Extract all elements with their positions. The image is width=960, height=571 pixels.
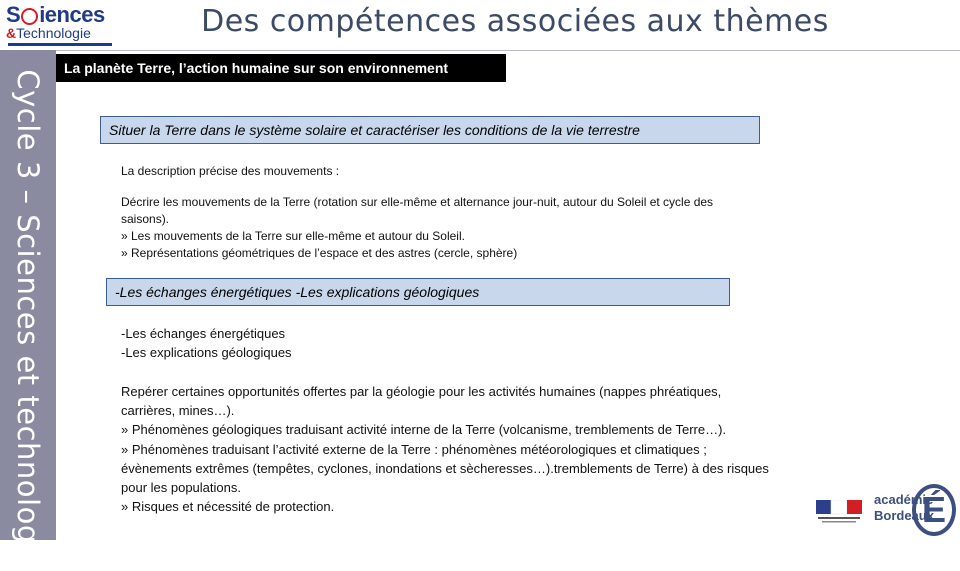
section1-line: saisons).: [121, 212, 170, 226]
section2-list-item: -Les échanges énergétiques: [121, 326, 286, 341]
title-divider: [0, 50, 960, 51]
academie-e-icon: É: [912, 484, 956, 536]
academie-bordeaux-logo: [874, 478, 960, 540]
logo-underline: [8, 43, 112, 46]
section2-list-item: -Les explications géologiques: [121, 345, 292, 360]
sidebar-band: [0, 50, 56, 571]
section2-line: Repérer certaines opportunités offertes par la géologie pour les activités humaines (nappes phréatiques,: [121, 384, 722, 399]
theme-label: La planète Terre, l’action humaine sur son environnement: [56, 54, 506, 82]
logo-ampersand: &: [6, 25, 17, 41]
academie-label: académie: [874, 492, 934, 507]
section2-paragraph: [121, 382, 881, 516]
sciences-technologie-logo: [2, 0, 114, 48]
section2-heading: -Les échanges énergétiques -Les explications géologiques: [106, 278, 730, 306]
logo-ring-icon: [21, 8, 38, 25]
section1-line: Décrire les mouvements de la Terre (rotation sur elle-même et alternance jour-nuit, autour du Soleil et cycle des: [121, 195, 714, 209]
section2-line: évènements extrêmes (tempêtes, cyclones, inondations et sècheresses…).tremblements de Terre) à des risques: [121, 460, 769, 476]
section1-subheading: La description précise des mouvements :: [121, 164, 340, 178]
section1-line: » Les mouvements de la Terre sur elle-même et autour du Soleil.: [121, 229, 465, 243]
logo-sciences: iences: [39, 2, 105, 27]
bordeaux-label: Bordeaux: [874, 508, 934, 523]
republique-francaise-logo: [816, 500, 862, 526]
logo-technologie: Technologie: [16, 25, 91, 41]
section2-list: [121, 324, 292, 362]
page-title: Des compétences associées aux thèmes: [201, 4, 829, 39]
section1-paragraph: [121, 194, 801, 262]
logo-s: S: [6, 2, 21, 27]
section1-line: » Représentations géométriques de l’espace et des astres (cercle, sphère): [121, 246, 518, 260]
section2-line: » Risques et nécessité de protection.: [121, 499, 335, 515]
section2-line: carrières, mines…).: [121, 403, 235, 419]
sidebar-cycle-label: Cycle 3 – Sciences et technologie: [11, 69, 45, 571]
section1-heading: Situer la Terre dans le système solaire et caractériser les conditions de la vie terrestre: [100, 116, 760, 144]
section2-line: » Phénomènes traduisant l’activité externe de la Terre : phénomènes météorologiques et climatiques ;: [121, 441, 707, 457]
section2-line: pour les populations.: [121, 480, 241, 496]
section2-line: » Phénomènes géologiques traduisant activité interne de la Terre (volcanisme, tremblements de Terre…).: [121, 422, 727, 438]
